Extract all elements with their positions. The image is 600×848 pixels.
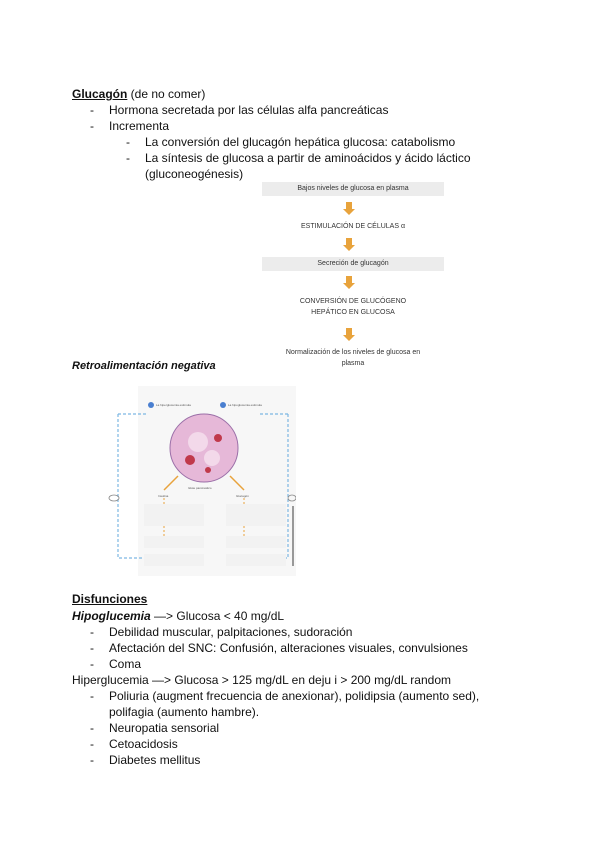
hypoglycemia-line bbox=[72, 608, 284, 624]
feedback-box bbox=[144, 504, 204, 526]
glucagon-label: Glucagón bbox=[236, 494, 249, 498]
bullet-dash: - bbox=[126, 135, 130, 149]
down-arrow-icon bbox=[342, 238, 356, 252]
glucagon-title-suffix: (de no comer) bbox=[127, 87, 206, 101]
flow-step: Bajos niveles de glucosa en plasma bbox=[297, 185, 409, 192]
feedback-note: La hipoglucemia estimula bbox=[228, 403, 262, 407]
glucagon-title: Glucagón bbox=[72, 87, 128, 101]
bullet-dash: - bbox=[90, 737, 94, 751]
bullet-dash: - bbox=[90, 657, 94, 671]
bullet-dash: - bbox=[90, 753, 94, 767]
hypoglycemia-label: Hipoglucemia bbox=[72, 609, 151, 623]
list-item: La conversión del glucagón hepática glucosa: catabolismo bbox=[145, 135, 456, 149]
section-title-glucagon bbox=[72, 86, 205, 102]
list-item: Coma bbox=[109, 657, 142, 671]
hyperglycemia-line: Hiperglucemia —> Glucosa > 125 mg/dL en deju i > 200 mg/dL random bbox=[72, 673, 451, 687]
flow-step: Normalización de los niveles de glucosa en bbox=[285, 349, 421, 356]
down-arrow-icon bbox=[342, 276, 356, 290]
bullet-dash: - bbox=[90, 641, 94, 655]
list-item: Debilidad muscular, palpitaciones, sudoración bbox=[109, 625, 353, 639]
insulin-label: Insulina bbox=[158, 494, 169, 498]
feedback-box bbox=[226, 536, 286, 548]
list-item: Cetoacidosis bbox=[109, 737, 178, 751]
glucagon-flow-chart bbox=[262, 182, 444, 372]
list-item: Hormona secretada por las células alfa pancreáticas bbox=[109, 103, 389, 117]
feedback-note: La hiperglucemia estimula bbox=[156, 403, 191, 407]
list-item-continuation: polifagia (aumento hambre). bbox=[109, 705, 260, 719]
section-title-dysfunctions: Disfunciones bbox=[72, 592, 148, 606]
list-item: La síntesis de glucosa a partir de aminoácidos y ácido láctico bbox=[145, 151, 471, 165]
down-arrow-icon bbox=[342, 328, 356, 342]
list-item: Afectación del SNC: Confusión, alteraciones visuales, convulsiones bbox=[109, 641, 468, 655]
bullet-dash: - bbox=[126, 151, 130, 165]
islet-label: Islote pancreático bbox=[188, 486, 212, 490]
feedback-box bbox=[226, 554, 286, 566]
flow-step: Secreción de glucagón bbox=[317, 260, 389, 267]
list-item: Neuropatia sensorial bbox=[109, 721, 220, 735]
flow-step: plasma bbox=[341, 360, 365, 367]
flow-step: CONVERSIÓN DE GLUCÓGENO bbox=[299, 298, 407, 305]
feedback-box bbox=[144, 554, 204, 566]
negative-feedback-diagram bbox=[108, 386, 296, 576]
feedback-box bbox=[226, 504, 286, 526]
list-item-continuation: (gluconeogénesis) bbox=[145, 167, 244, 181]
bullet-dash: - bbox=[90, 721, 94, 735]
feedback-box bbox=[144, 536, 204, 548]
list-item: Incrementa bbox=[109, 119, 170, 133]
bullet-dash: - bbox=[90, 689, 94, 703]
flow-step: ESTIMULACIÓN DE CÉLULAS α bbox=[300, 223, 405, 230]
bullet-dash: - bbox=[90, 103, 94, 117]
bullet-dash: - bbox=[90, 625, 94, 639]
hypoglycemia-text: —> Glucosa < 40 mg/dL bbox=[150, 609, 285, 623]
step-number-icon bbox=[220, 402, 226, 408]
down-arrow-icon bbox=[342, 202, 356, 216]
flow-step: HEPÁTICO EN GLUCOSA bbox=[311, 309, 395, 316]
bullet-dash: - bbox=[90, 119, 94, 133]
list-item: Poliuria (augment frecuencia de anexionar), polidipsia (aumento sed), bbox=[109, 689, 480, 703]
step-number-icon bbox=[148, 402, 154, 408]
list-item: Diabetes mellitus bbox=[109, 753, 201, 767]
feedback-label: Retroalimentación negativa bbox=[72, 360, 216, 372]
